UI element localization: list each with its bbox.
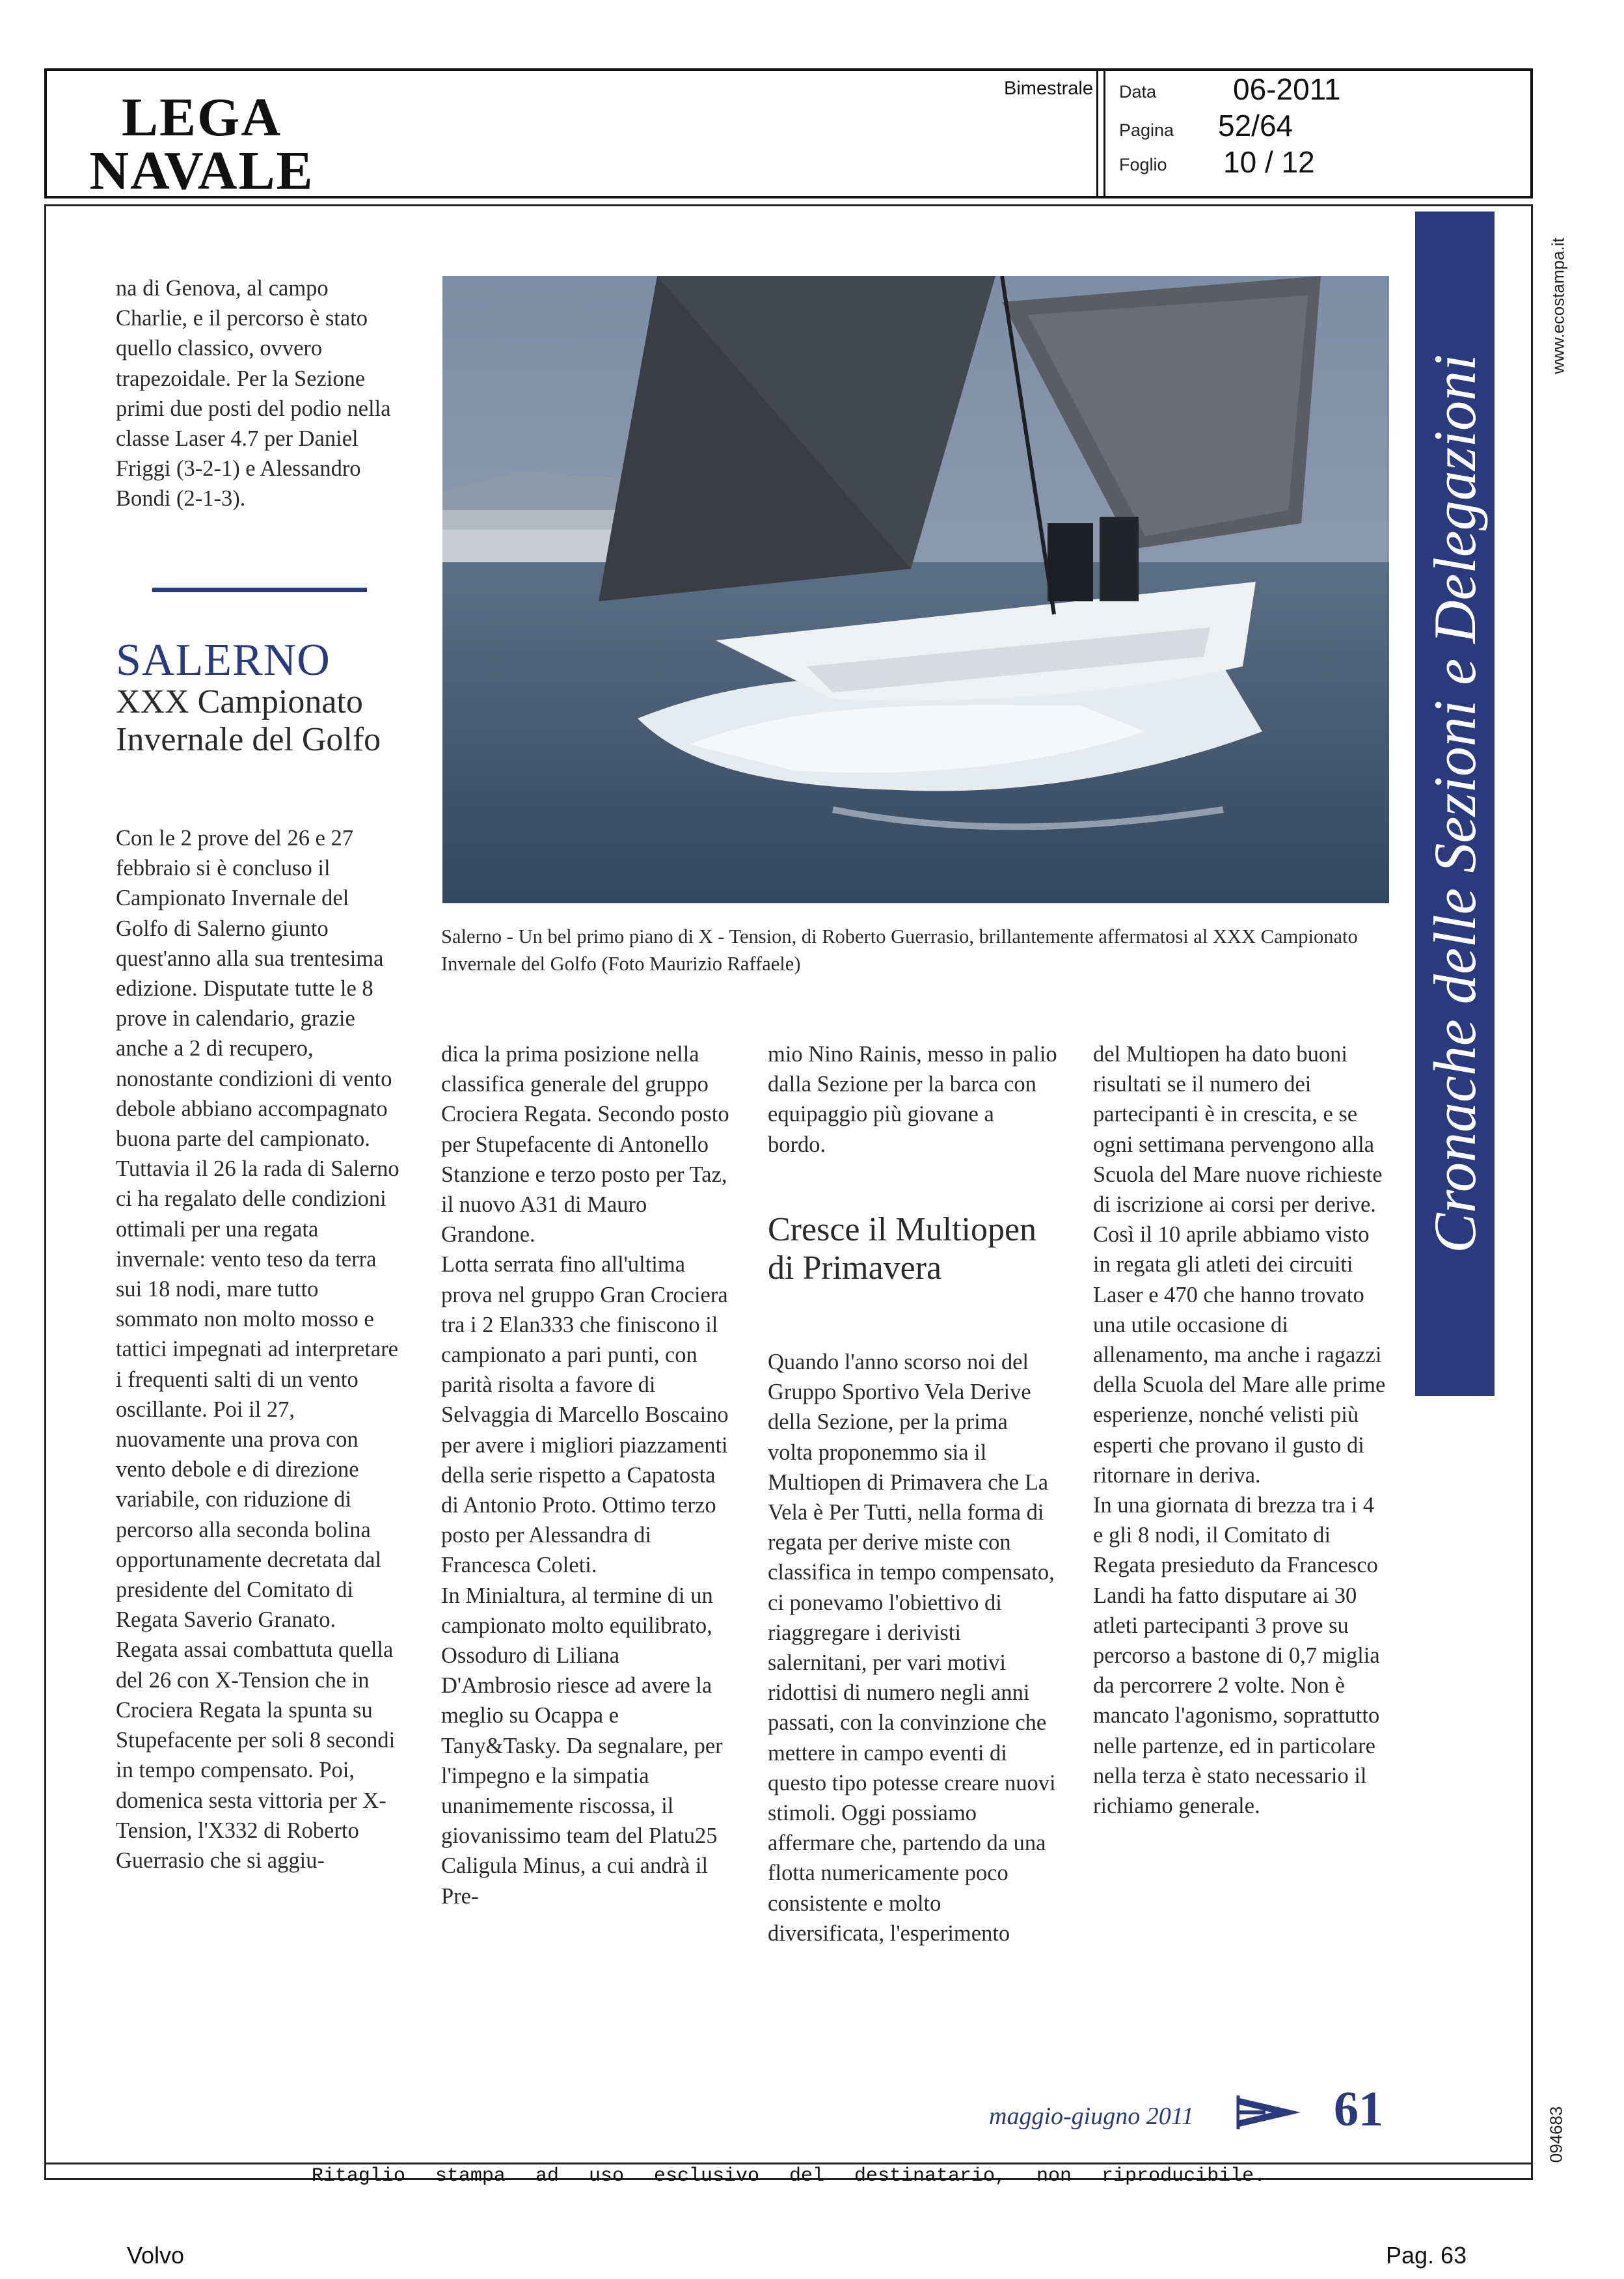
paragraph: In Minialtura, al termine di un campionato molto equilibrato, Ossoduro di Liliana D'Ambrosio riesce ad avere la meglio su Ocappa e Tany&Tasky. Da segnalare, per l'impegno e la simpatia unanimemente riscossa, il giovanissimo team del Platu25 Caligula Minus, a cui andrà il Pre- xyxy=(441,1583,723,1909)
paragraph: In una giornata di brezza tra i 4 e gli 8 nodi, il Comitato di Regata presieduto da Francesco Landi ha fatto disputare ai 30 atleti partecipanti 3 prove su percorso a bastone di 0,7 miglia da percorrere 2 volte. Non è mancato l'agonismo, soprattutto nelle partenze, ed in particolare nella terza è stato necessario il richiamo generale. xyxy=(1093,1493,1380,1819)
sailboat-photo xyxy=(442,276,1389,903)
column-2 xyxy=(441,1039,731,1911)
watermark-code: 094683 xyxy=(1546,2106,1566,2163)
paragraph: Lotta serrata fino all'ultima prova nel gruppo Gran Crociera tra i 2 Elan333 che finiscono il campionato a pari punti, con parità risolta a favore di Selvaggia di Marcello Boscaino per avere i migliori piazzamenti della serie rispetto a Capatosta di Antonio Proto. Ottimo terzo posto per Alessandra di Francesca Coleti. xyxy=(441,1252,729,1578)
subheading-multiopen: Cresce il Multiopen di Primavera xyxy=(768,1211,1037,1287)
paragraph: Quando l'anno scorso noi del Gruppo Sportivo Vela Derive della Sezione, per la prima volta proponemmo sia il Multiopen di Primavera che La Vela è Per Tutti, nella forma di regata per derive miste con classifica in tempo compensato, ci ponevamo l'obiettivo di riaggregare i derivisti salernitani, per vari motivi ridottisi di numero negli anni passati, con la convinzione che mettere in campo eventi di questo tipo potesse creare nuovi stimoli. Oggi possiamo affermare che, partendo da una flotta numericamente poco consistente e molto diversificata, l'esperimento xyxy=(768,1350,1056,1946)
page-number: 61 xyxy=(1334,2082,1383,2136)
column-4 xyxy=(1093,1039,1386,1821)
paragraph: Regata assai combattuta quella del 26 con X-Tension che in Crociera Regata la spunta su Stupefacente per soli 8 secondi in tempo compensato. Poi, domenica sesta vittoria per X-Tension, l'X332 di Roberto Guerrasio che si aggiu- xyxy=(116,1637,396,1873)
intro-paragraph xyxy=(116,273,402,514)
column-1 xyxy=(116,823,405,1876)
meta-value-data: 06-2011 xyxy=(1233,72,1341,106)
client-name: Volvo xyxy=(127,2242,185,2269)
paragraph: Con le 2 prove del 26 e 27 febbraio si è concluso il Campionato Invernale del Golfo di Salerno giunto quest'anno alla sua trentesima edizione. Disputate tutte le 8 prove in calendario, grazie anche a 2 di recupero, nonostante condizioni di vento debole abbiano accompagnato buona parte del campionato. xyxy=(116,826,392,1152)
pennant-flag-icon xyxy=(1233,2094,1305,2131)
logo-line-2: NAVALE xyxy=(89,141,314,202)
photo-caption: Salerno - Un bel primo piano di X - Tension, di Roberto Guerrasio, brillantemente affermatosi al XXX Campionato Invernale del Golfo (Foto Maurizio Raffaele) xyxy=(441,925,1358,975)
paragraph: Tuttavia il 26 la rada di Salerno ci ha regalato delle condizioni ottimali per una regata invernale: vento teso da terra sui 18 nodi, mare tutto sommato non molto mosso e tattici impegnati ad interpretare i frequenti salti di un vento oscillante. Poi il 27, nuovamente una prova con vento debole e di direzione variabile, con riduzione di percorso alla seconda bolina opportunamente decretata dal presidente del Comitato di Regata Saverio Granato. xyxy=(116,1156,399,1633)
paragraph: mio Nino Rainis, messo in palio dalla Sezione per la barca con equipaggio più giovane a bordo. xyxy=(768,1042,1057,1157)
reproduction-notice: Ritaglio stampa ad uso esclusivo del destinatario, non riproducibile. xyxy=(311,2165,1266,2187)
header-divider xyxy=(1096,68,1105,198)
column-3 xyxy=(768,1347,1057,1948)
section-divider xyxy=(152,588,367,592)
intro-text: na di Genova, al campo Charlie, e il percorso è stato quello classico, ovvero trapezoidale. Per la Sezione primi due posti del podio nella classe Laser 4.7 per Daniel Friggi (3-2-1) e Alessandro Bondi (2-1-3). xyxy=(116,276,391,512)
meta-value-foglio: 10 / 12 xyxy=(1223,145,1315,179)
paragraph: del Multiopen ha dato buoni risultati se il numero dei partecipanti è in crescita, e se ogni settimana pervengono alla Scuola del Mare nuove richieste di iscrizione ai corsi per derive. xyxy=(1093,1042,1383,1218)
frequency-label: Bimestrale xyxy=(1004,78,1093,99)
meta-label-data: Data xyxy=(1119,82,1157,102)
notice-divider xyxy=(44,2163,1533,2164)
meta-value-pagina: 52/64 xyxy=(1218,109,1293,143)
column-3-top xyxy=(768,1039,1057,1160)
paragraph: Così il 10 aprile abbiamo visto in regata gli atleti dei circuiti Laser e 470 che hanno trovato una utile occasione di allenamento, ma anche i ragazzi della Scuola del Mare alle prime esperienze, nonché velisti più esperti che provano il gusto di ritornare in deriva. xyxy=(1093,1222,1386,1488)
watermark-site: www.ecostampa.it xyxy=(1548,238,1568,374)
lega-navale-logo xyxy=(85,87,319,202)
sailboat-illustration xyxy=(442,276,1389,903)
meta-label-foglio: Foglio xyxy=(1119,155,1167,174)
paragraph: dica la prima posizione nella classifica generale del gruppo Crociera Regata. Secondo posto per Stupefacente di Antonello Stanzione e terzo posto per Taz, il nuovo A31 di Mauro Grandone. xyxy=(441,1042,729,1248)
article-title: XXX Campionato Invernale del Golfo xyxy=(116,683,381,758)
page-label: Pag. 63 xyxy=(1386,2242,1467,2269)
meta-label-pagina: Pagina xyxy=(1119,120,1174,140)
issue-date: maggio-giugno 2011 xyxy=(989,2103,1194,2130)
logo-line-1: LEGA xyxy=(121,87,282,148)
section-title: Cronache delle Sezioni e Delegazioni xyxy=(1422,354,1488,1253)
location-heading: SALERNO xyxy=(116,635,331,685)
